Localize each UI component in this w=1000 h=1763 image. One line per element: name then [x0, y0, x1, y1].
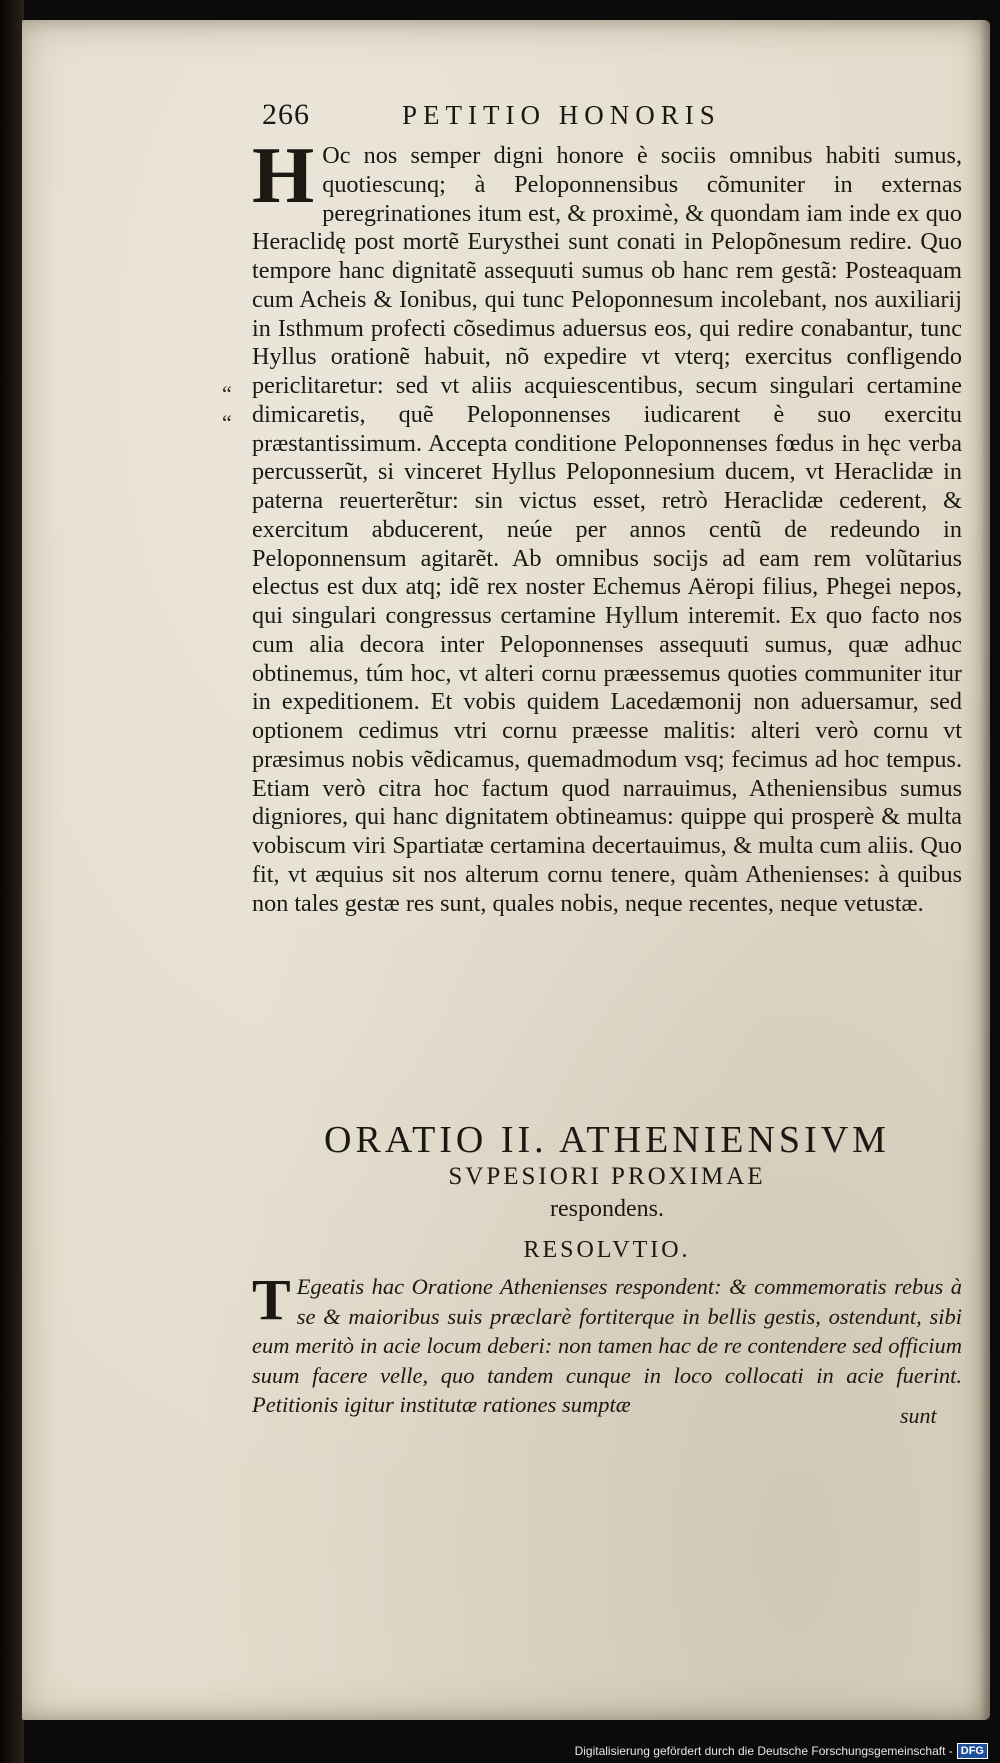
catchword: sunt [900, 1403, 937, 1428]
resolutio-block [252, 1267, 962, 1420]
page-edge-shadow [980, 20, 990, 1720]
resolutio-heading: RESOLVTIO. [523, 1237, 691, 1263]
running-head [252, 90, 962, 142]
oration-subtitle-word: respondens. [550, 1196, 664, 1222]
marginal-quote-mark: “ [222, 381, 232, 406]
marginal-quote-mark: “ [222, 410, 232, 435]
oration-title: ORATIO II. ATHENIENSIVM [324, 1119, 890, 1161]
main-text-block [252, 90, 962, 918]
main-paragraph [252, 132, 962, 918]
main-paragraph-text: Oc nos semper digni honore è sociis omnibus habiti sumus, quotiescunq; à Peloponnensibus cõmuniter in externas peregrinationes itum est, & proximè, & quondam iam inde ex quo Heraclidę post mortẽ Eurysthei sunt conati in Pelopõnesum redire. Quo tempore hanc dignitatẽ assequuti sumus ob hanc rem gestã: Posteaquam cum Acheis & Ionibus, qui tunc Peloponnesum incolebant, nos auxiliarij in Isthmum profecti cõsedimus aduersus eos, qui redire conabantur, tunc Hyllus orationẽ habuit, nõ expedire vt vterq; exercitus confligendo periclitaretur: sed vt aliis acquiescentibus, secum singulari certamine dimicaretis, quẽ Peloponnenses iudicarent è suo exercitu præstantissimum. Accepta conditione Peloponnenses fœdus in hęc verba percusserũt, si vinceret Hyllus Peloponnesium ducem, vt Heraclidæ in paterna reuerterẽtur: sin victus esset, retrò Heraclidæ cederent, & exercitum abducerent, neúe per annos centũ de redeundo in Peloponnensum agitarẽt. Ab omnibus socijs ad eam rem volũtarius electus est dux atq; idẽ rex noster Echemus Aëropi filius, Phegei nepos, qui singulari congressus certamine Hyllum interemit. Ex quo facto nos cum alia decora inter Peloponnenses assequuti sumus, quæ adhuc obtinemus, túm hoc, vt alteri cornu præessemus quoties communiter itur in expeditionem. Et vobis quidem Lacedæmonij non aduersamur, sed optionem cedimus vtri cornu præesse malitis: alteri verò cornu vt præsimus nobis vẽdicamus, quemadmodum vsq; fecimus ad hoc tempus. Etiam verò citra hoc factum quod narrauimus, Atheniensibus sumus digniores, qui hanc dignitatem obtineamus: quippe qui prosperè & multa vobiscum viri Spartiatæ certamina decertauimus, & multa cum aliis. Quo fit, vt æquius sit nos alterum cornu tenere, quàm Athenienses: à quibus non tales gestæ res sunt, quales nobis, neque recentes, neque vetustæ. [252, 142, 962, 917]
resolutio-text: Egeatis hac Oratione Athenienses respondent: & commemoratis rebus à se & maioribus suis præclarè fortiterque in bellis gestis, ostendunt, sibi eum meritò in acie locum deberi: non tamen hac de re contendere sed officium suum facere velle, quo tandem cunque in loco collocati in acie fuerint. Petitionis igitur institutæ rationes sumptæ [252, 1274, 962, 1417]
oration-subtitle: SVPESIORI PROXIMAE [448, 1163, 766, 1190]
resolutio-drop-capital: T [252, 1267, 291, 1332]
page-number: 266 [262, 98, 310, 131]
dfg-logo: DFG [957, 1743, 988, 1759]
digitization-credit [575, 1743, 988, 1759]
credit-text: Digitalisierung gefördert durch die Deutsche Forschungsgemeinschaft - [574, 1744, 953, 1758]
running-title: PETITIO HONORIS [402, 100, 721, 130]
book-spine [0, 0, 24, 1763]
resolutio-paragraph [252, 1267, 962, 1420]
drop-capital: H [252, 132, 315, 220]
